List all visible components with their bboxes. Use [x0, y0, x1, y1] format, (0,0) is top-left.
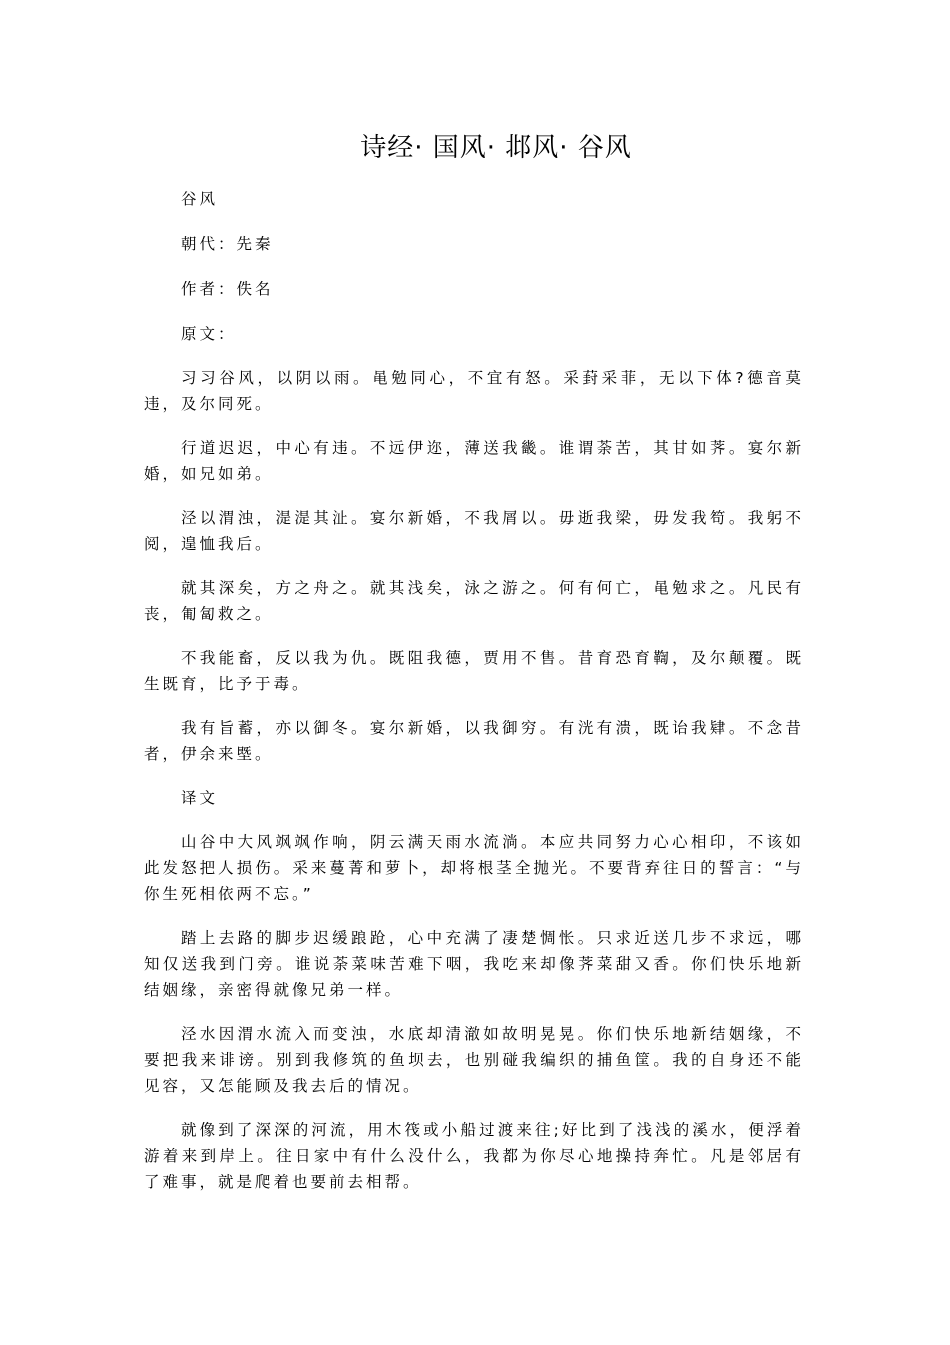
original-paragraph: 不我能畜，反以我为仇。既阻我德，贾用不售。昔育恐育鞫，及尔颠覆。既生既育，比予于毒。 — [144, 649, 804, 693]
translation-paragraph: 就像到了深深的河流，用木筏或小船过渡来往;好比到了浅浅的溪水，便浮着游着来到岸上。往日家中有什么没什么，我都为你尽心地操持奔忙。凡是邻居有了难事，就是爬着也要前去相帮。 — [144, 1121, 804, 1191]
original-paragraph: 就其深矣，方之舟之。就其浅矣，泳之游之。何有何亡，黾勉求之。凡民有丧，匍匐救之。 — [144, 579, 804, 623]
dynasty-line: 朝代：先秦 — [181, 235, 274, 253]
original-paragraph: 习习谷风，以阴以雨。黾勉同心，不宜有怒。采葑采菲，无以下体?德音莫违，及尔同死。 — [144, 369, 804, 413]
original-heading: 原文： — [181, 325, 237, 343]
poem-name: 谷风 — [181, 190, 219, 208]
original-paragraph: 行道迟迟，中心有违。不远伊迩，薄送我畿。谁谓荼苦，其甘如荠。宴尔新婚，如兄如弟。 — [144, 439, 804, 483]
page-title: 诗经· 国风· 邶风· 谷风 — [360, 133, 632, 163]
original-paragraph: 泾以渭浊，湜湜其沚。宴尔新婚，不我屑以。毋逝我梁，毋发我笱。我躬不阅，遑恤我后。 — [144, 509, 804, 553]
translation-paragraph: 泾水因渭水流入而变浊，水底却清澈如故明晃晃。你们快乐地新结姻缘，不要把我来诽谤。别到我修筑的鱼坝去，也别碰我编织的捕鱼筐。我的自身还不能见容，又怎能顾及我去后的情况。 — [144, 1025, 804, 1095]
document-body — [144, 186, 804, 1213]
author-line: 作者：佚名 — [181, 280, 274, 298]
original-paragraph: 我有旨蓄，亦以御冬。宴尔新婚，以我御穷。有洸有溃，既诒我肄。不念昔者，伊余来塈。 — [144, 719, 804, 763]
translation-paragraph: 踏上去路的脚步迟缓踉跄，心中充满了凄楚惆怅。只求近送几步不求远，哪知仅送我到门旁。谁说荼菜味苦难下咽，我吃来却像荠菜甜又香。你们快乐地新结姻缘，亲密得就像兄弟一样。 — [144, 929, 804, 999]
translation-paragraph: 山谷中大风飒飒作响，阴云满天雨水流淌。本应共同努力心心相印，不该如此发怒把人损伤。采来蔓菁和萝卜，却将根茎全抛光。不要背弃往日的誓言：“与你生死相依两不忘。” — [144, 833, 804, 903]
translation-heading: 译文 — [181, 789, 219, 807]
